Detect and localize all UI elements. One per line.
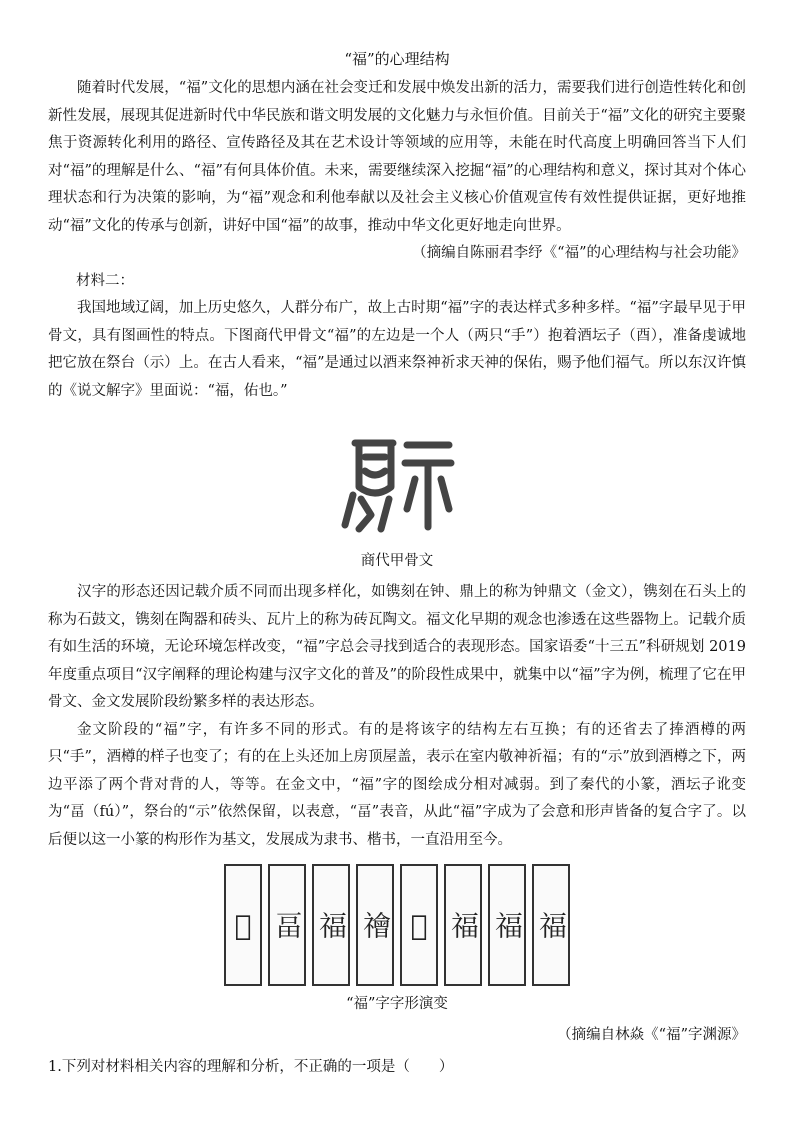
paragraph-1: 随着时代发展，“福”文化的思想内涵在社会变迁和发展中焕发出新的活力，需要我们进行创造性转化和创新性发展，展现其促进新时代中华民族和谐文明发展的文化魅力与永恒价值。目前关于“福”文化的研究主要聚焦于资源转化利用的路径、宣传路径及其在艺术设计等领域的应用等，未能在时代高度上明确回答当下人们对“福”的理解是什么、“福”有何具体价值。未来，需要继续深入挖掘“福”的心理结构和意义，探讨其对个体心理状态和行为决策的影响，为“福”观念和利他奉献以及社会主义核心价值观宣传有效性提供证据，更好地推动“福”文化的传承与创新，讲好中国“福”的故事，推动中华文化更好地走向世界。 bbox=[48, 80, 746, 234]
figure-caption-oracle: 商代甲骨文 bbox=[360, 553, 434, 569]
source-citation-2: （摘编自林焱《“福”字渊源》 bbox=[557, 1027, 746, 1043]
glyph-form: 福 bbox=[315, 911, 348, 939]
glyph-form-box bbox=[356, 864, 394, 986]
question-1: 1.下列对材料相关内容的理解和分析，不正确的一项是（ ） bbox=[48, 1058, 454, 1075]
glyph-form: 𥛁 bbox=[226, 908, 260, 942]
paragraph-3: 汉字的形态还因记载介质不同而出现多样化，如镌刻在钟、鼎上的称为钟鼎文（金文），镌刻在石头上的称为石鼓文，镌刻在陶器和砖头、瓦片上的称为砖瓦陶文。福文化早期的观念也渗透在这些器物上。记载介质有如生活的环境，无论环境怎样改变，“福”字总会寻找到适合的表现形态。国家语委“十三五”科研规划 2019 年度重点项目“汉字阐释的理论构建与汉字文化的普及”的阶段性成果中，就集中以“福”字为例，梳理了它在甲骨文、金文发展阶段纷繁多样的表达形态。 bbox=[48, 584, 746, 710]
section-title: “福”的心理结构 bbox=[344, 50, 450, 68]
glyph-form-box bbox=[312, 864, 350, 986]
glyph-form-box bbox=[488, 864, 526, 986]
oracle-bone-figure bbox=[48, 405, 746, 543]
glyph-form: 𥛒 bbox=[402, 908, 436, 942]
material-two-label: 材料二： bbox=[76, 272, 134, 289]
paragraph-4: 金文阶段的“福”字，有许多不同的形式。有的是将该字的结构左右互换；有的还省去了捧酒樽的两只“手”，酒樽的样子也变了；有的在上头还加上房顶屋盖，表示在室内敬神祈福；有的“示”放到酒樽之下，两边平添了两个背对背的人，等等。在金文中，“福”字的图绘成分相对减弱。到了秦代的小篆，酒坛子讹变为“畐（fú）”，祭台的“示”依然保留，以表意，“畐”表音，从此“福”字成为了会意和形声皆备的复合字了。以后便以这一小篆的构形作为基文，发展成为隶书、楷书，一直沿用至今。 bbox=[48, 721, 746, 848]
glyph-form: 畐 bbox=[271, 911, 304, 939]
glyph-form: 福 bbox=[447, 911, 480, 939]
glyph-form-box bbox=[444, 864, 482, 986]
glyph-evolution-strip bbox=[224, 864, 570, 986]
document-page bbox=[48, 40, 746, 1080]
figure-caption-evolution: “福”字字形演变 bbox=[346, 996, 448, 1012]
glyph-form: 禬 bbox=[359, 911, 392, 939]
glyph-form: 福 bbox=[535, 911, 568, 939]
glyph-evolution-figure bbox=[48, 864, 746, 986]
glyph-form-box bbox=[224, 864, 262, 986]
glyph-form-box bbox=[400, 864, 438, 986]
glyph-form-box bbox=[532, 864, 570, 986]
source-citation-1: （摘编自陈丽君李纾《“福”的心理结构与社会功能》 bbox=[412, 245, 746, 261]
paragraph-2: 我国地域辽阔，加上历史悠久，人群分布广，故上古时期“福”字的表达样式多种多样。“福”字最早见于甲骨文，具有图画性的特点。下图商代甲骨文“福”的左边是一个人（两只“手”）抱着酒坛子（酉），准备虔诚地把它放在祭台（示）上。在古人看来，“福”是通过以酒来祭神祈求天神的保佑，赐予他们福气。所以东汉许慎的《说文解字》里面说：“福，佑也。” bbox=[48, 300, 746, 399]
oracle-bone-fu-image bbox=[337, 419, 457, 539]
glyph-form-box bbox=[268, 864, 306, 986]
glyph-form: 福 bbox=[491, 911, 524, 939]
